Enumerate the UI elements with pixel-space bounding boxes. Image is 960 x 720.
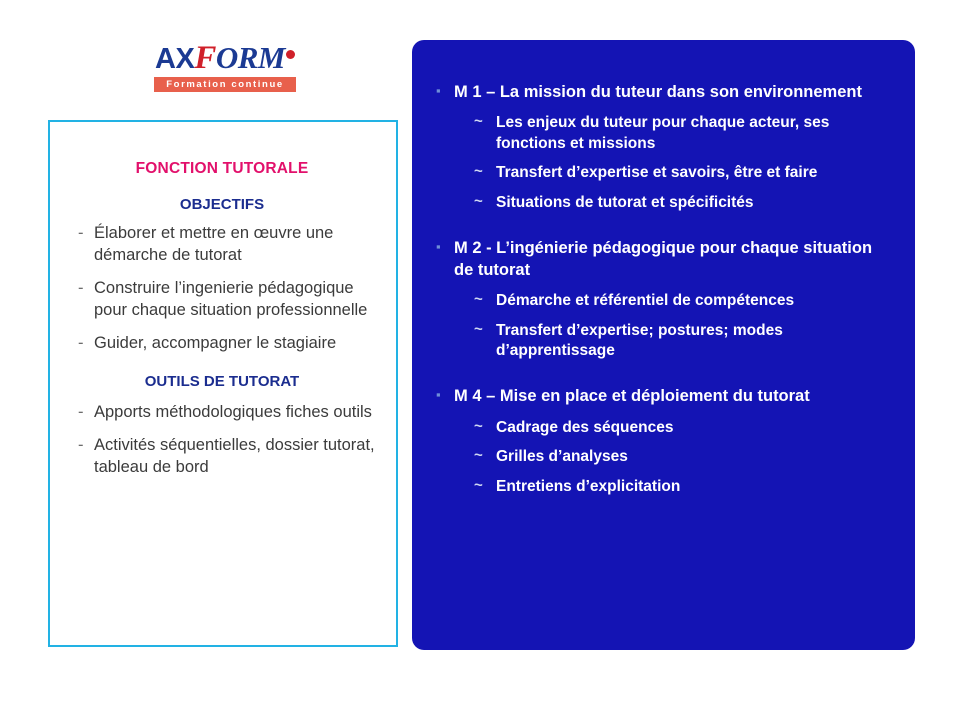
square-bullet-icon: ▪	[436, 387, 441, 403]
logo-dot-icon	[286, 50, 295, 59]
tilde-bullet-icon: ~	[474, 476, 483, 494]
tilde-bullet-icon: ~	[474, 320, 483, 338]
module-item	[436, 291, 893, 311]
panel-title: FONCTION TUTORALE	[135, 160, 309, 177]
dash-icon: -	[78, 435, 84, 454]
tilde-bullet-icon: ~	[474, 113, 483, 131]
list-item-label: Construire l’ingenierie pédagogique pour chaque situation professionnelle	[94, 278, 368, 319]
module-item	[436, 193, 893, 213]
list-item-label: Élaborer et mettre en œuvre une démarche de tutorat	[94, 224, 334, 264]
tilde-bullet-icon: ~	[474, 447, 483, 465]
module-item-label: Transfert d’expertise et savoirs, être et faire	[496, 164, 818, 182]
list-item-label: Guider, accompagner le stagiaire	[94, 333, 337, 352]
module-heading	[436, 82, 893, 103]
module-item	[436, 163, 893, 183]
spacer	[436, 370, 893, 386]
logo-text-orm: ORM	[215, 40, 285, 75]
dash-icon: -	[78, 333, 84, 352]
tilde-bullet-icon: ~	[474, 291, 483, 309]
tilde-bullet-icon: ~	[474, 417, 483, 435]
module-item	[436, 113, 893, 154]
list-item	[64, 435, 380, 479]
module-item	[436, 477, 893, 497]
logo-wordmark	[150, 42, 300, 75]
module-item	[436, 321, 893, 362]
logo-text-ax: AX	[155, 43, 195, 75]
dash-icon: -	[78, 278, 84, 297]
module-item-label: Situations de tutorat et spécificités	[496, 193, 754, 211]
module-item	[436, 447, 893, 467]
module-item-label: Démarche et référentiel de compétences	[496, 292, 795, 310]
module-title: M 2 - L’ingénierie pédagogique pour chaque situation de tutorat	[454, 239, 873, 279]
tilde-bullet-icon: ~	[474, 192, 483, 210]
logo-text-f: F	[194, 40, 216, 76]
module-item-label: Transfert d’expertise; postures; modes d’apprentissage	[496, 321, 783, 360]
modules-panel	[412, 40, 915, 650]
module-item-label: Grilles d’analyses	[496, 448, 628, 466]
module-item-label: Cadrage des séquences	[496, 418, 674, 436]
dash-icon: -	[78, 402, 84, 421]
module-title: M 4 – Mise en place et déploiement du tutorat	[454, 387, 810, 406]
objectives-panel	[48, 120, 398, 647]
list-item	[64, 333, 380, 355]
list-item	[64, 278, 380, 322]
list-item-label: Activités séquentielles, dossier tutorat, tableau de bord	[94, 435, 375, 476]
module-heading	[436, 238, 893, 281]
tilde-bullet-icon: ~	[474, 163, 483, 181]
module-item	[436, 418, 893, 438]
list-item	[64, 223, 380, 267]
module-title: M 1 – La mission du tuteur dans son environnement	[454, 83, 862, 101]
module-heading	[436, 386, 893, 407]
module-item-label: Entretiens d’explicitation	[496, 477, 681, 495]
list-item	[64, 402, 380, 424]
dash-icon: -	[78, 224, 84, 242]
square-bullet-icon: ▪	[436, 83, 441, 98]
list-item-label: Apports méthodologiques fiches outils	[94, 402, 372, 421]
section-title-outils: OUTILS DE TUTORAT	[144, 372, 300, 390]
section-title-objectifs: OBJECTIFS	[179, 196, 265, 213]
company-logo	[150, 42, 300, 92]
logo-tagline: Formation continue	[154, 77, 296, 92]
module-item-label: Les enjeux du tuteur pour chaque acteur, ses fonctions et missions	[496, 114, 830, 152]
square-bullet-icon: ▪	[436, 239, 441, 255]
spacer	[436, 222, 893, 238]
